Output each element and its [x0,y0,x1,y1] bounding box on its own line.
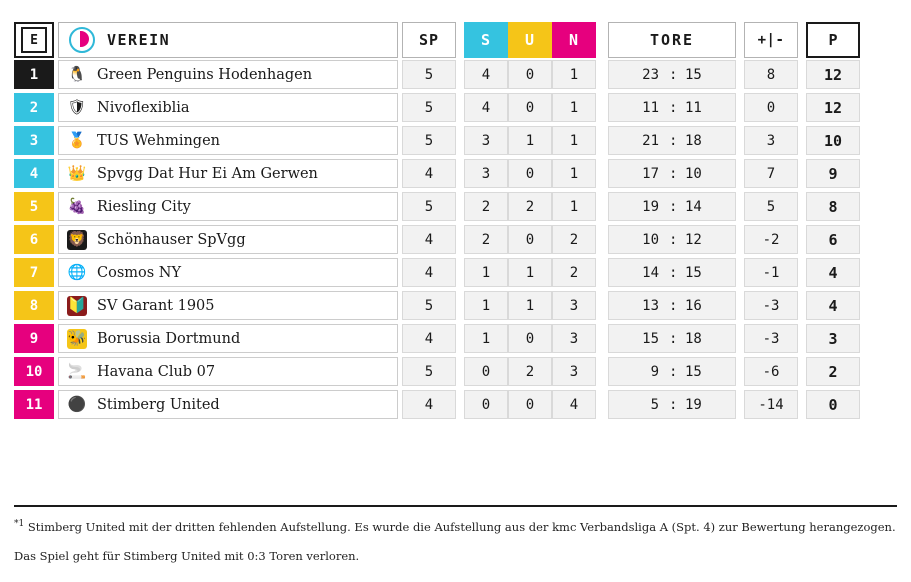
draws: 0 [508,324,552,353]
goals-for: 19 [642,198,659,215]
goal-difference: -14 [744,390,798,419]
goal-difference: 0 [744,93,798,122]
losses: 2 [552,225,596,254]
matches-played: 4 [402,225,456,254]
club-cell[interactable] [58,291,398,320]
table-row[interactable] [14,291,897,320]
losses: 3 [552,324,596,353]
matches-played: 4 [402,159,456,188]
goals-cell [608,126,736,155]
header-losses-column: N [552,22,596,58]
goals-against: 14 [685,198,702,215]
draws: 1 [508,126,552,155]
goal-difference: 5 [744,192,798,221]
club-cell[interactable] [58,357,398,386]
wdl-group [464,225,596,254]
wins: 1 [464,291,508,320]
goals-against: 16 [685,297,702,314]
goals-for: 11 [642,99,659,116]
header-club-label: VEREIN [107,31,171,49]
goals-separator: : [669,297,678,314]
rank-badge: 10 [14,357,54,386]
footer-divider [14,505,897,507]
table-row[interactable] [14,192,897,221]
club-cell[interactable] [58,390,398,419]
goals-separator: : [669,165,678,182]
matches-played: 5 [402,291,456,320]
draws: 1 [508,291,552,320]
goal-difference: -2 [744,225,798,254]
club-cell[interactable] [58,225,398,254]
goals-cell [608,390,736,419]
goals-against: 19 [685,396,702,413]
points: 3 [806,324,860,353]
points: 8 [806,192,860,221]
goals-separator: : [669,132,678,149]
club-name: Nivoflexiblia [97,99,190,116]
table-row[interactable] [14,159,897,188]
footnotes [14,505,897,578]
losses: 4 [552,390,596,419]
club-crest-icon: 🌐 [67,263,87,281]
header-goals-column: TORE [608,22,736,58]
goals-for: 13 [642,297,659,314]
table-row[interactable] [14,258,897,287]
goals-separator: : [669,231,678,248]
losses: 1 [552,192,596,221]
club-cell[interactable] [58,324,398,353]
club-cell[interactable] [58,159,398,188]
goals-separator: : [669,66,678,83]
club-cell[interactable] [58,258,398,287]
goal-difference: 7 [744,159,798,188]
draws: 0 [508,225,552,254]
matches-played: 5 [402,60,456,89]
points: 9 [806,159,860,188]
club-name: Borussia Dortmund [97,330,241,347]
goals-for: 5 [650,396,659,413]
losses: 1 [552,93,596,122]
rank-badge: 1 [14,60,54,89]
club-crest-icon: 🍇 [67,197,87,215]
club-name: Green Penguins Hodenhagen [97,66,313,83]
club-name: Riesling City [97,198,191,215]
footnote-1 [14,519,897,535]
points: 2 [806,357,860,386]
club-name: Cosmos NY [97,264,182,281]
rank-badge: 6 [14,225,54,254]
goal-difference: 8 [744,60,798,89]
wins: 0 [464,390,508,419]
wdl-group [464,60,596,89]
wdl-group [464,159,596,188]
footnote-marker: *1 [14,519,25,529]
matches-played: 4 [402,258,456,287]
rank-badge: 7 [14,258,54,287]
club-crest-icon: 🔰 [67,296,87,314]
goals-cell [608,258,736,287]
losses: 3 [552,357,596,386]
goals-against: 18 [685,330,702,347]
goals-separator: : [669,363,678,380]
goals-against: 10 [685,165,702,182]
wdl-group [464,192,596,221]
club-crest-icon: 🏅 [67,131,87,149]
wdl-group [464,126,596,155]
header-sp-column: SP [402,22,456,58]
goals-cell [608,60,736,89]
wdl-group [464,390,596,419]
wins: 2 [464,192,508,221]
draws: 0 [508,60,552,89]
matches-played: 5 [402,126,456,155]
liga-logo-icon [69,27,95,53]
draws: 1 [508,258,552,287]
header-points-column: P [806,22,860,58]
goals-for: 10 [642,231,659,248]
header-wins-column: S [464,22,508,58]
wdl-group [464,291,596,320]
points: 4 [806,258,860,287]
club-cell[interactable] [58,192,398,221]
wdl-group [464,357,596,386]
club-crest-icon: 🐧 [67,65,87,83]
goals-against: 18 [685,132,702,149]
club-name: TUS Wehmingen [97,132,221,149]
draws: 0 [508,159,552,188]
club-cell[interactable] [58,126,398,155]
goal-difference: -3 [744,291,798,320]
losses: 3 [552,291,596,320]
losses: 1 [552,60,596,89]
goals-for: 23 [642,66,659,83]
rank-badge: 5 [14,192,54,221]
club-name: Spvgg Dat Hur Ei Am Gerwen [97,165,318,182]
club-cell[interactable] [58,93,398,122]
header-goal-difference-column: +|- [744,22,798,58]
club-name: Havana Club 07 [97,363,216,380]
edition-badge: E [21,27,47,53]
wins: 0 [464,357,508,386]
table-row[interactable] [14,357,897,386]
goal-difference: -6 [744,357,798,386]
draws: 2 [508,192,552,221]
losses: 1 [552,126,596,155]
wdl-group [464,93,596,122]
losses: 1 [552,159,596,188]
club-crest-icon: 🐝 [67,329,87,347]
wins: 1 [464,258,508,287]
goals-separator: : [669,396,678,413]
goals-against: 12 [685,231,702,248]
wins: 3 [464,126,508,155]
points: 12 [806,93,860,122]
goals-for: 9 [650,363,659,380]
club-crest-icon: 🚬 [67,362,87,380]
table-header-row [0,20,911,60]
wdl-group [464,324,596,353]
table-row[interactable] [14,225,897,254]
goals-against: 15 [685,66,702,83]
goal-difference: -1 [744,258,798,287]
club-crest-icon: ⚫ [67,395,87,413]
goals-separator: : [669,99,678,116]
table-row[interactable] [14,60,897,89]
losses: 2 [552,258,596,287]
draws: 2 [508,357,552,386]
matches-played: 4 [402,324,456,353]
goals-separator: : [669,330,678,347]
goals-for: 17 [642,165,659,182]
wins: 4 [464,93,508,122]
goals-separator: : [669,264,678,281]
club-crest-icon: 👑 [67,164,87,182]
goal-difference: 3 [744,126,798,155]
footnote-1-text: Stimberg United mit der dritten fehlenden Aufstellung. Es wurde die Aufstellung aus der kmc Verbandsliga A (Spt. 4) zur Bewertung herangezogen. [27,519,896,534]
rank-badge: 2 [14,93,54,122]
points: 12 [806,60,860,89]
goals-for: 14 [642,264,659,281]
club-name: SV Garant 1905 [97,297,215,314]
club-cell[interactable] [58,60,398,89]
table-row[interactable] [14,93,897,122]
goals-for: 15 [642,330,659,347]
points: 0 [806,390,860,419]
wins: 3 [464,159,508,188]
goals-against: 11 [685,99,702,116]
goals-for: 21 [642,132,659,149]
wins: 2 [464,225,508,254]
table-row[interactable] [14,324,897,353]
goals-cell [608,192,736,221]
matches-played: 5 [402,192,456,221]
goals-cell [608,93,736,122]
points: 10 [806,126,860,155]
table-row[interactable] [14,390,897,419]
club-crest-icon: 🛡 [67,98,87,116]
wdl-group [464,258,596,287]
matches-played: 4 [402,390,456,419]
goals-cell [608,159,736,188]
club-name: Schönhauser SpVgg [97,231,246,248]
goals-cell [608,225,736,254]
header-rank-badge [14,22,54,58]
club-name: Stimberg United [97,396,220,413]
draws: 0 [508,93,552,122]
points: 6 [806,225,860,254]
goals-cell [608,291,736,320]
rank-badge: 8 [14,291,54,320]
wins: 4 [464,60,508,89]
wins: 1 [464,324,508,353]
matches-played: 5 [402,93,456,122]
footnote-2: Das Spiel geht für Stimberg United mit 0:3 Toren verloren. [14,548,360,563]
rank-badge: 9 [14,324,54,353]
header-wdl-group [464,22,596,58]
goals-cell [608,324,736,353]
goals-against: 15 [685,363,702,380]
header-draws-column: U [508,22,552,58]
matches-played: 5 [402,357,456,386]
rank-badge: 4 [14,159,54,188]
club-crest-icon: 🦁 [67,230,87,248]
header-club-column [58,22,398,58]
points: 4 [806,291,860,320]
draws: 0 [508,390,552,419]
table-body [0,60,911,419]
goals-against: 15 [685,264,702,281]
table-row[interactable] [14,126,897,155]
goals-separator: : [669,198,678,215]
rank-badge: 3 [14,126,54,155]
rank-badge: 11 [14,390,54,419]
goal-difference: -3 [744,324,798,353]
goals-cell [608,357,736,386]
